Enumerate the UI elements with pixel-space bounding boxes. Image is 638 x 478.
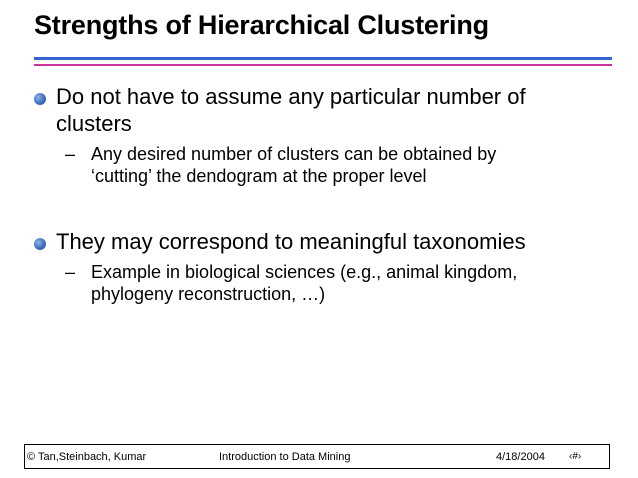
bullet-text-2 — [56, 228, 526, 255]
bullet-text-1 — [56, 83, 526, 137]
bullet-dot-icon — [34, 93, 46, 105]
sub-dash-icon: – — [65, 144, 76, 164]
footer-copyright: © Tan,Steinbach, Kumar — [27, 451, 147, 463]
title-rule-magenta — [34, 64, 612, 66]
sub-item-1 — [65, 143, 496, 187]
sub-item-2 — [65, 261, 517, 305]
sub-1-line-2: ‘cutting’ the dendogram at the proper level — [91, 166, 427, 186]
footer-course-title: Introduction to Data Mining — [219, 451, 351, 463]
title-rule-blue — [34, 57, 612, 60]
sub-1-line-1: Any desired number of clusters can be obtained by — [91, 144, 497, 164]
slide-footer — [24, 444, 610, 469]
bullet-1-line-1: Do not have to assume any particular number of — [56, 84, 526, 109]
footer-page-number: ‹#› — [569, 451, 582, 462]
bullet-dot-icon — [34, 238, 46, 250]
bullet-1-line-2: clusters — [56, 111, 132, 136]
bullet-2-line-1: They may correspond to meaningful taxonomies — [56, 229, 526, 254]
sub-dash-icon: – — [65, 262, 76, 282]
sub-2-line-1: Example in biological sciences (e.g., animal kingdom, — [91, 262, 518, 282]
bullet-item-1 — [34, 83, 526, 137]
slide-title: Strengths of Hierarchical Clustering — [34, 10, 489, 40]
sub-text-2 — [91, 261, 517, 305]
footer-date: 4/18/2004 — [496, 451, 545, 463]
sub-2-line-2: phylogeny reconstruction, …) — [91, 284, 326, 304]
bullet-item-2 — [34, 228, 526, 255]
sub-text-1 — [91, 143, 496, 187]
